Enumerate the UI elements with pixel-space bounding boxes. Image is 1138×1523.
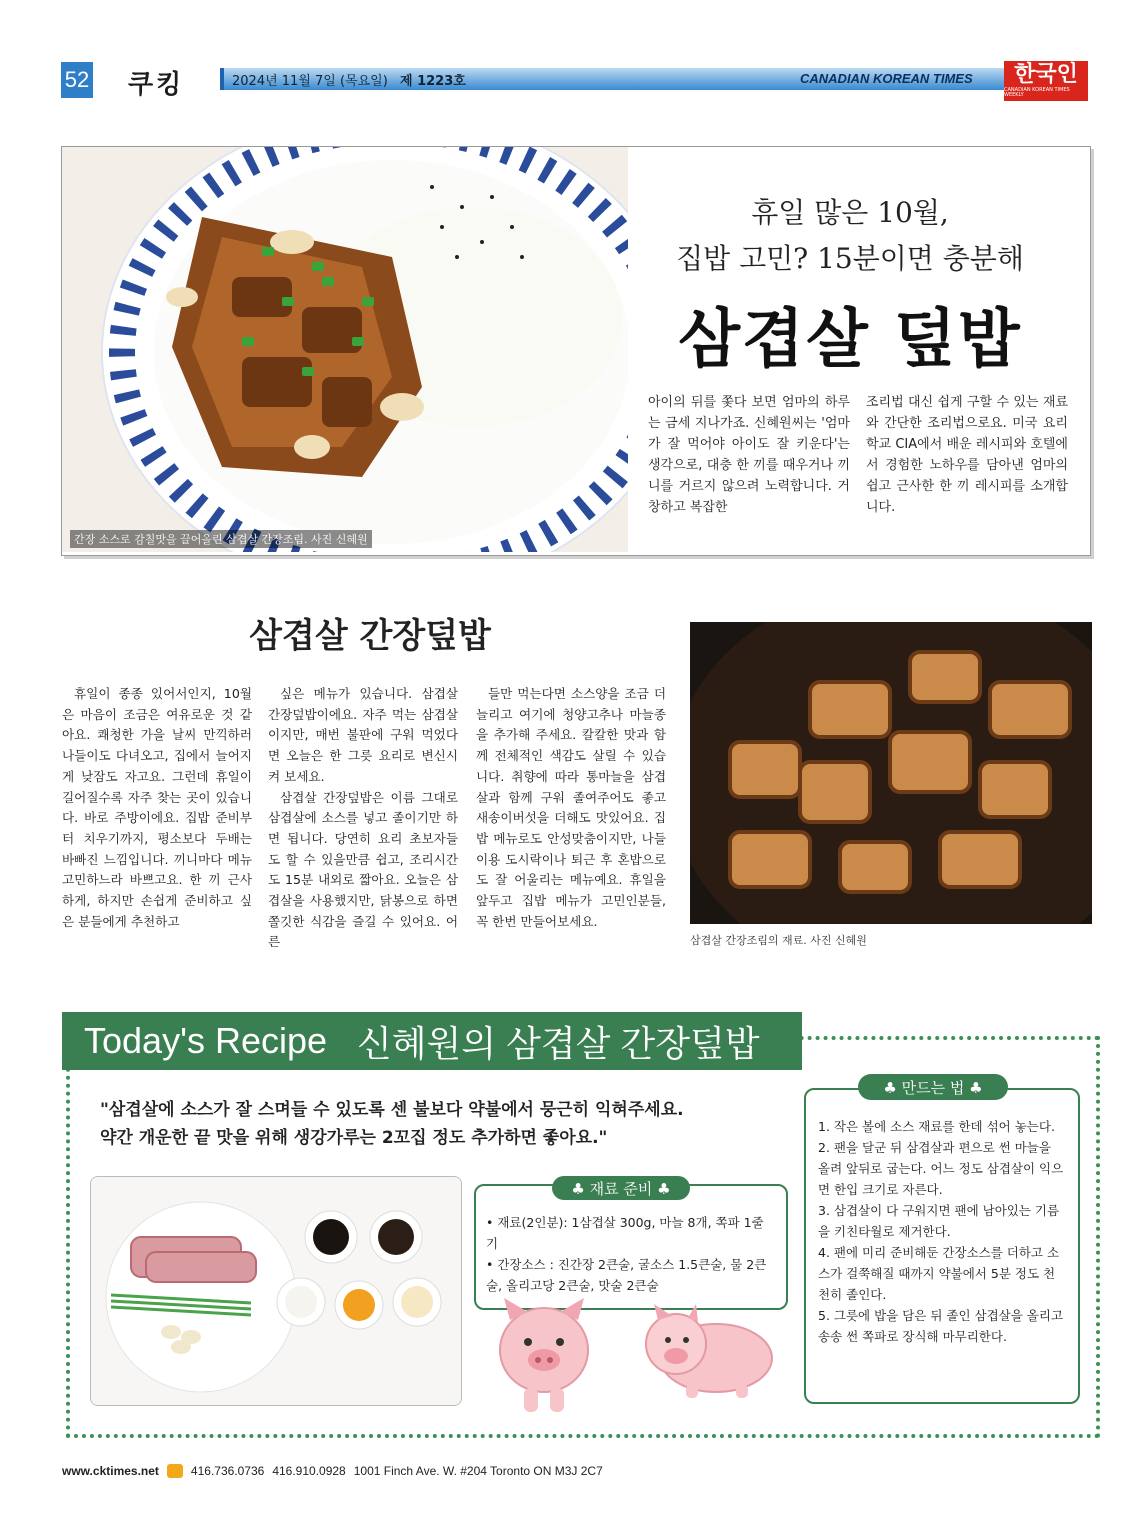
braised-pork-pan-photo [690, 622, 1092, 924]
steps-title: ♣ 만드는 법 ♣ [858, 1074, 1008, 1100]
recipe-title: 신혜원의 삼겹살 간장덮밥 [357, 1022, 760, 1064]
website-link[interactable]: www.cktimes.net [62, 1464, 159, 1478]
pig-illustration-1 [484, 1290, 604, 1424]
address: 1001 Finch Ave. W. #204 Toronto ON M3J 2C7 [353, 1464, 603, 1478]
kicker-line-1: 휴일 많은 10월, [751, 196, 949, 229]
quote-line-2: 약간 개운한 끝 맛을 위해 생강가루는 2꼬집 정도 추가하면 좋아요." [100, 1128, 608, 1148]
kicker-line-2: 집밥 고민? 15분이면 충분해 [676, 242, 1024, 275]
step-item: 1. 작은 볼에 소스 재료를 한데 섞어 놓는다. [818, 1119, 1055, 1134]
lede-column-2: 조리법 대신 쉽게 구할 수 있는 재료와 간단한 조리법으로요. 미국 요리학교 CIA에서 배운 레시피와 호텔에서 경험한 노하우를 담아낸 엄마의 쉽고 근사한 한 끼 레시피를 소개합니다. [866, 395, 1068, 515]
lede-column-1: 아이의 뒤를 쫓다 보면 엄마의 하루는 금세 지나가죠. 신혜원씨는 '엄마가 잘 먹어야 아이도 잘 키운다'는 생각으로, 대충 한 끼를 때우거나 끼니를 거르지 않으려 노력합니다. 거창하고 복잡한 [648, 395, 850, 515]
issue-number: 제 1223호 [400, 74, 466, 89]
step-item: 2. 팬을 달군 뒤 삼겹살과 편으로 썬 마늘을 올려 앞뒤로 굽는다. 어느 정도 삼겹살이 익으면 한입 크기로 자른다. [818, 1140, 1064, 1197]
newspaper-logo [1004, 61, 1088, 101]
ingredients-photo [90, 1176, 462, 1406]
ingredients-sauce: • 간장소스 : 진간장 2큰술, 굴소스 1.5큰술, 물 2큰술, 올리고당 2큰술, 맛술 2큰술 [486, 1257, 767, 1293]
article-column-2a: 싶은 메뉴가 있습니다. 삼겹살 간장덮밥이에요. 자주 먹는 삼겹살이지만, 매번 불판에 구워 먹었다면 오늘은 한 그릇 요리로 변신시켜 보세요. [268, 686, 458, 784]
footer [62, 1464, 603, 1478]
page-number: 52 [61, 62, 93, 98]
logo-text: 한국인 [1014, 62, 1078, 87]
feature-title: 삼겹살 덮밥 [678, 303, 1022, 377]
phone-icon [167, 1464, 183, 1478]
feature-kicker [640, 190, 1060, 282]
chef-quote [100, 1096, 790, 1152]
article-column-1: 휴일이 종종 있어서인지, 10월은 마음이 조금은 여유로운 것 같아요. 쾌청한 가을 날씨 만끽하러 나들이도 다녀오고, 집에서 늘어지게 낮잠도 자고요. 그런데 휴일이 길어질수록 자주 찾는 곳이 있습니다. 바로 주방이에요. 집밥 준비부터 치우기까지, 평소보다 두배는 바빠진 느낌입니다. 끼니마다 메뉴 고민하느라 바쁘고요. 한 끼 근사하게, 하지만 손쉽게 준비하고 싶은 분들에게 추천하고 [62, 686, 252, 929]
phone-number-2: 416.910.0928 [272, 1464, 346, 1478]
issue-date: 2024년 11월 7일 (목요일) [232, 74, 388, 89]
article-column-2b: 삼겹살 간장덮밥은 이름 그대로 삼겹살에 소스를 넣고 졸이기만 하면 됩니다. 당연히 요리 초보자들도 할 수 있을만큼 쉽고, 조리시간도 15분 내외로 짧아요. 오늘은 삼겹살을 사용했지만, 닭봉으로 하면 쫄깃한 식감을 즐길 수 있어요. 어른 [268, 789, 458, 950]
ingredients-title: ♣ 재료 준비 ♣ [552, 1176, 690, 1200]
paper-name: CANADIAN KOREAN TIMES [800, 71, 973, 86]
phone-number-1: 416.736.0736 [190, 1464, 265, 1478]
article-column-3: 들만 먹는다면 소스양을 조금 더 늘리고 여기에 청양고추나 마늘종을 추가해 주세요. 칼칼한 맛과 함께 전체적인 색감도 살릴 수 있습니다. 취향에 따라 통마늘을 삼겹살과 함께 구워 졸여주어도 좋고 새송이버섯을 더해도 맛있어요. 집밥 메뉴로도 안성맞춤이지만, 나들이용 도시락이나 퇴근 후 혼밥으로도 잘 어울리는 메뉴예요. 휴일을 앞두고 집밥 메뉴가 고민인분들, 꼭 한번 만들어보세요. [476, 686, 666, 929]
feature-photo-caption: 간장 소스로 감칠맛을 끌어올린 삼겹살 간장조림. 사진 신혜원 [70, 530, 372, 548]
article-column-2 [268, 684, 458, 953]
pork-rice-bowl-photo [62, 147, 628, 552]
logo-small-text: CANADIAN KOREAN TIMES WEEKLY [1004, 87, 1070, 98]
pig-illustration-2 [636, 1300, 776, 1404]
ingredients-list [486, 1212, 774, 1296]
steps-list [818, 1116, 1064, 1347]
step-item: 3. 삼겹살이 다 구워지면 팬에 남아있는 기름을 키친타월로 제거한다. [818, 1203, 1060, 1239]
section-title: 쿠킹 [128, 70, 185, 100]
step-item: 5. 그릇에 밥을 담은 뒤 졸인 삼겹살을 올리고 송송 썬 쪽파로 장식해 마무리한다. [818, 1308, 1064, 1344]
recipe-label: Today's Recipe [84, 1020, 327, 1061]
article-title: 삼겹살 간장덮밥 [249, 616, 491, 656]
ingredients-main: • 재료(2인분): 1삼겹살 300g, 마늘 8개, 쪽파 1줄기 [486, 1215, 764, 1251]
quote-line-1: "삼겹살에 소스가 잘 스며들 수 있도록 센 불보다 약불에서 뭉근히 익혀주세요. [100, 1100, 684, 1120]
step-item: 4. 팬에 미리 준비해둔 간장소스를 더하고 소스가 걸쭉해질 때까지 약불에서 5분 정도 천천히 졸인다. [818, 1245, 1060, 1302]
article-photo-caption: 삼겹살 간장조림의 재료. 사진 신혜원 [690, 934, 867, 947]
recipe-banner [62, 1012, 802, 1070]
